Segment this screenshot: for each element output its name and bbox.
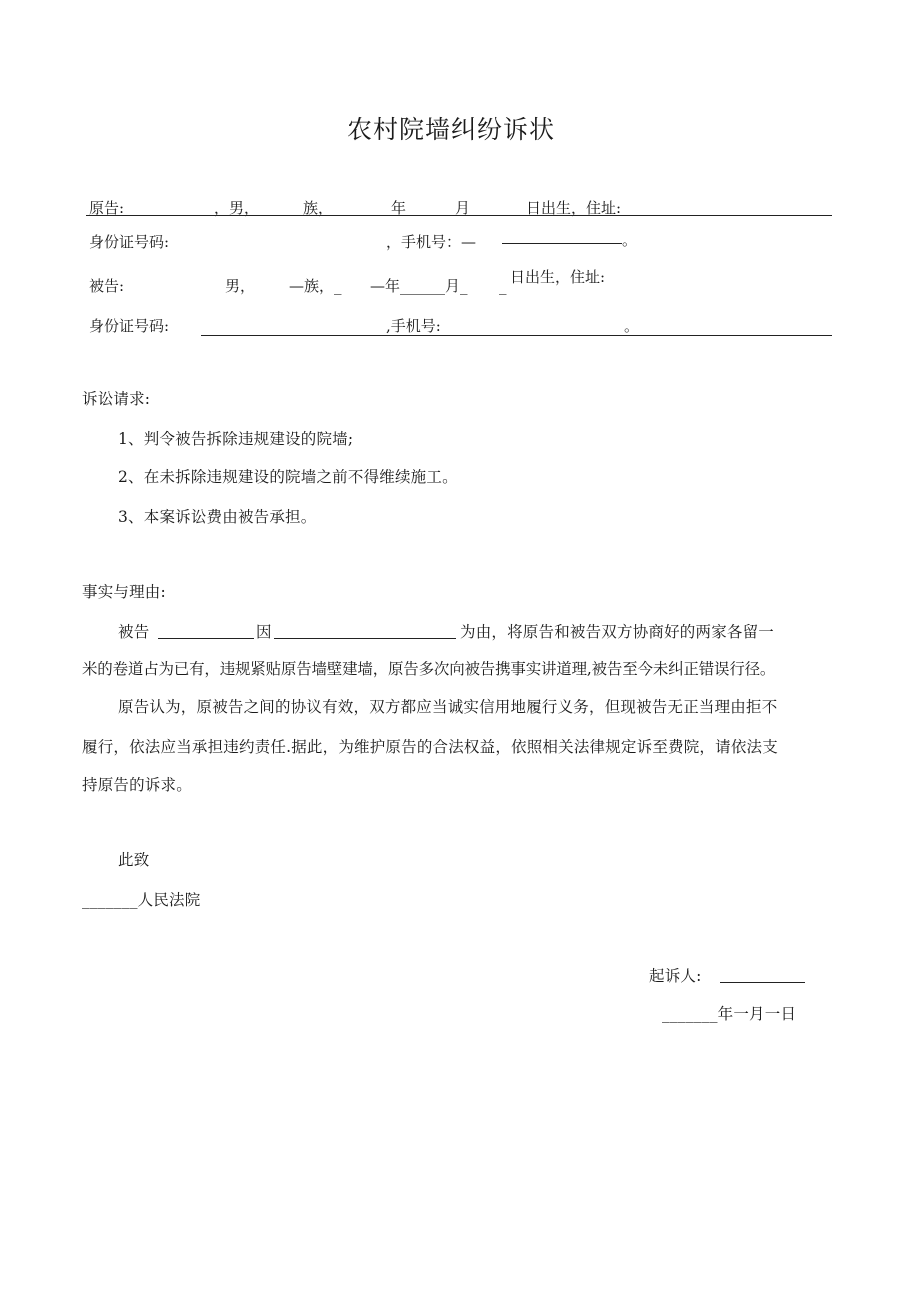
facts-p1-because: 因 — [256, 623, 272, 641]
claim-item: 1、判令被告拆除违规建设的院墙; — [118, 430, 354, 448]
plaintiff-gender: ，男， — [214, 199, 260, 217]
facts-p1-defendant: 被告 — [118, 623, 150, 641]
claim-item: 2、在未拆除违规建设的院墙之前不得维续施工。 — [118, 468, 458, 486]
plaintiff-phone-label: ，手机号：— — [386, 233, 477, 251]
defendant-end-mark: 。 — [624, 317, 640, 335]
defendant-ethnicity: —族，_ — [289, 277, 342, 295]
defendant-birth-address: 日出生，住址: — [510, 268, 606, 286]
facts-p2-line2: 履行，依法应当承担违约责任.据此，为维护原告的合法权益，依照相关法律规定诉至费院，请依法支 — [82, 738, 778, 756]
defendant-phone-label: ,手机号: — [386, 317, 441, 335]
plaintiff-birth-address: 日出生，住址: — [526, 199, 622, 217]
facts-p1-text: 为由，将原告和被告双方协商好的两家各留一 — [460, 623, 775, 641]
facts-p1-line2: 米的卷道占为已有，违规紧贴原告墙壁建墙，原告多次向被告携事实讲道理,被告至今未纠正错误行径。 — [82, 660, 776, 678]
plaintiff-id-label: 身份证号码: — [89, 233, 170, 251]
filing-date: _______年一月一日 — [662, 1005, 797, 1023]
closing-greeting: 此致 — [118, 851, 150, 869]
plaintiff-month: 月 — [455, 199, 471, 217]
facts-p2-line3: 持原告的诉求。 — [82, 776, 192, 794]
document-title: 农村院墙纠纷诉状 — [347, 115, 556, 144]
defendant-id-blank — [201, 335, 832, 336]
defendant-underscore: _ — [499, 277, 507, 295]
plaintiff-ethnicity: 族， — [303, 199, 334, 217]
defendant-year-month: —年______月_ — [370, 277, 468, 295]
plaintiff-phone-blank — [502, 243, 622, 244]
plaintiff-signature-label: 起诉人: — [649, 967, 702, 985]
plaintiff-line-rule — [86, 215, 832, 216]
plaintiff-year: 年 — [391, 199, 407, 217]
plaintiff-label: 原告: — [89, 199, 125, 217]
defendant-label: 被告: — [89, 277, 125, 295]
plaintiff-end-mark: 。 — [622, 231, 638, 249]
court-name: _______人民法院 — [82, 891, 201, 909]
facts-heading: 事实与理由: — [82, 583, 166, 601]
defendant-id-label: 身份证号码: — [89, 317, 170, 335]
defendant-gender: 男， — [225, 277, 256, 295]
facts-blank-1 — [158, 638, 254, 639]
facts-blank-2 — [274, 638, 456, 639]
claim-item: 3、本案诉讼费由被告承担。 — [118, 508, 317, 526]
claims-heading: 诉讼请求: — [82, 390, 151, 408]
signature-blank — [720, 982, 805, 983]
facts-p2-line1: 原告认为，原被告之间的协议有效，双方都应当诚实信用地履行义务，但现被告无正当理由拒不 — [118, 698, 778, 716]
